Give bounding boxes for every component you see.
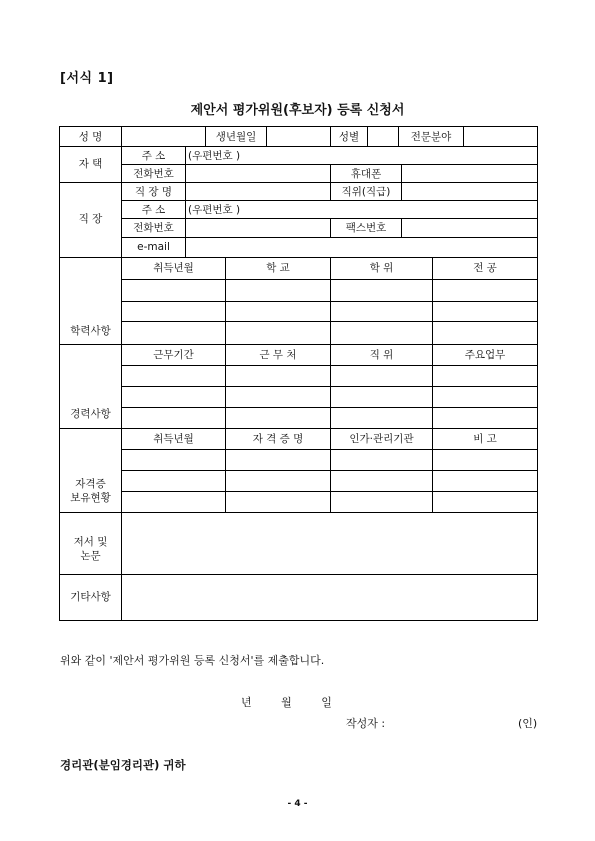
- license-header: 자 격 증 명: [252, 433, 304, 445]
- name-field[interactable]: [122, 127, 205, 146]
- education-section-label: 학력사항: [70, 325, 111, 337]
- seal-mark: (인): [518, 717, 538, 730]
- work-address-label: 주 소: [141, 204, 166, 216]
- field-label: 전문분야: [410, 131, 452, 143]
- other-field[interactable]: [122, 575, 537, 620]
- career-section-label: 경력사항: [70, 408, 111, 420]
- page-number: - 4 -: [287, 799, 308, 809]
- work-phone-label: 전화번호: [133, 222, 174, 234]
- home-phone-label: 전화번호: [133, 168, 174, 180]
- position-label: 직위(직급): [341, 186, 391, 198]
- license-header: 인가·관리기관: [349, 433, 414, 445]
- license-section-label-line2: 보유현황: [70, 492, 111, 504]
- email-label: e-mail: [137, 241, 170, 253]
- date-line: 년 월 일: [241, 696, 332, 709]
- workplace-name-field[interactable]: [186, 182, 330, 200]
- career-header: 직 위: [369, 349, 394, 361]
- name-label: 성 명: [78, 131, 103, 143]
- career-header: 근무기간: [153, 349, 194, 361]
- work-phone-field[interactable]: [186, 218, 330, 237]
- birth-date-field[interactable]: [267, 127, 330, 146]
- application-form-table: [59, 126, 538, 621]
- other-label: 기타사항: [70, 591, 111, 603]
- publications-label-line2: 논문: [80, 550, 101, 562]
- education-header: 전 공: [473, 262, 497, 274]
- form-label: [서식 1]: [60, 71, 114, 86]
- fax-field[interactable]: [402, 218, 537, 237]
- work-address-field[interactable]: [186, 200, 537, 218]
- gender-field[interactable]: [368, 127, 398, 146]
- workplace-name-label: 직 장 명: [134, 186, 173, 198]
- birth-date-label: 생년월일: [215, 131, 257, 143]
- education-header: 취득년월: [153, 262, 194, 274]
- submission-statement: 위와 같이 '제안서 평가위원 등록 신청서'를 제출합니다.: [60, 654, 325, 667]
- recipient: 경리관(분임경리관) 귀하: [60, 758, 186, 772]
- email-field[interactable]: [186, 237, 537, 257]
- home-address-field[interactable]: [186, 146, 537, 164]
- education-header: 학 교: [266, 262, 290, 274]
- education-header: 학 위: [369, 262, 394, 274]
- publications-label: [60, 535, 121, 563]
- license-header: 취득년월: [153, 433, 194, 445]
- mobile-label: 휴대폰: [350, 168, 382, 180]
- work-postal-code: (우편번호 ): [188, 204, 241, 216]
- work-section-label: 직 장: [78, 213, 103, 225]
- career-header: 근 무 처: [259, 349, 297, 361]
- home-section-label: 자 택: [78, 158, 103, 170]
- home-address-label: 주 소: [141, 150, 166, 162]
- mobile-field[interactable]: [402, 164, 537, 182]
- license-header: 비 고: [473, 433, 497, 445]
- gender-label: 성별: [338, 131, 360, 143]
- home-postal-code: (우편번호 ): [188, 150, 241, 162]
- position-field[interactable]: [402, 182, 537, 200]
- document-title: 제안서 평가위원(후보자) 등록 신청서: [190, 103, 405, 118]
- publications-field[interactable]: [122, 513, 537, 574]
- home-phone-field[interactable]: [186, 164, 330, 182]
- license-section-label: [60, 477, 121, 505]
- license-section-label-line1: 자격증: [75, 478, 106, 490]
- publications-label-line1: 저서 및: [73, 536, 108, 548]
- fax-label: 팩스번호: [345, 222, 387, 234]
- field-input[interactable]: [464, 127, 537, 146]
- author-label: 작성자 :: [346, 717, 386, 730]
- career-header: 주요업무: [464, 349, 506, 361]
